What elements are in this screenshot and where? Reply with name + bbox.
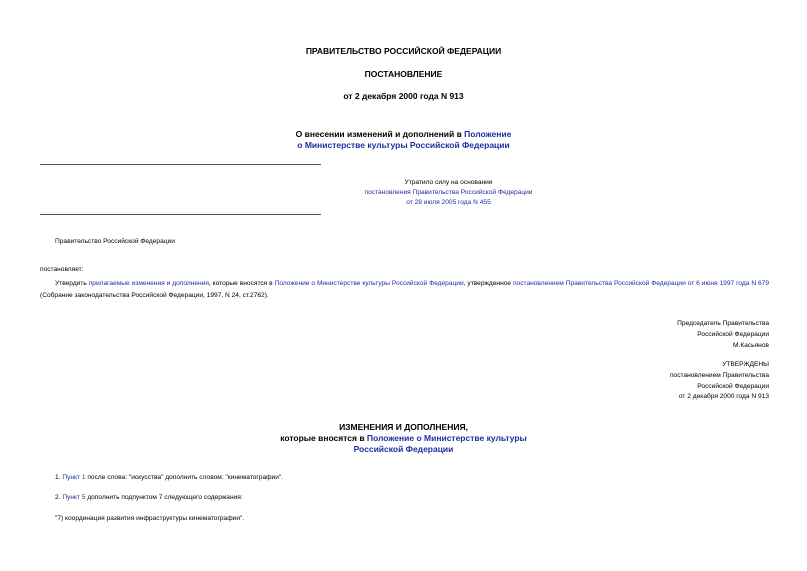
approved-block [670, 360, 769, 403]
status-link-date[interactable]: от 28 июля 2005 года N 455 [406, 199, 491, 206]
decides-text: постановляет: [40, 266, 84, 273]
changes-link-federation[interactable]: Российской Федерации [353, 444, 454, 454]
approved-line-4: от 2 декабря 2000 года N 913 [678, 393, 769, 401]
changes-title [0, 422, 807, 455]
p1-link-polozhenie[interactable]: Положение о Министерстве культуры Российской Федерации [274, 280, 464, 287]
status-line-1: Утратило силу на основании [404, 179, 493, 186]
changes-link-polozhenie[interactable]: Положение о Министерстве культуры [366, 433, 527, 443]
item-1-link[interactable]: Пункт 1 [62, 474, 86, 481]
approved-line-1: УТВЕРЖДЕНЫ [722, 361, 769, 368]
bottom-divider [40, 214, 321, 215]
item-3: "7) координация развития инфраструктуры кинематографии". [55, 515, 245, 522]
signature-block [677, 319, 769, 351]
changes-title-prefix: которые вносятся в [280, 433, 367, 443]
item-2-number: 2. [55, 494, 63, 501]
p1-text-c: , утвержденное [463, 280, 513, 287]
item-2 [55, 493, 243, 503]
item-2-link[interactable]: Пункт 5 [62, 494, 86, 501]
title-prefix: О внесении изменений и дополнений в [295, 129, 465, 139]
title-link-ministry[interactable]: о Министерстве культуры Российской Федерации [297, 140, 510, 150]
item-2-text: дополнить подпунктом 7 следующего содержания: [85, 494, 243, 501]
signature-line-2: Российской Федерации [697, 330, 769, 338]
p1-link-decree-679[interactable]: постановлением Правительства Российской Федерации от 6 июня 1997 года N 679 [512, 280, 769, 287]
main-paragraph [40, 278, 769, 301]
changes-title-line-1: ИЗМЕНЕНИЯ И ДОПОЛНЕНИЯ, [339, 422, 468, 432]
status-block [45, 178, 807, 208]
approved-line-2: постановлением Правительства [669, 371, 769, 379]
government-heading: ПРАВИТЕЛЬСТВО РОССИЙСКОЙ ФЕДЕРАЦИИ [305, 46, 502, 56]
signature-line-1: Председатель Правительства [677, 320, 769, 327]
item-1-number: 1. [55, 474, 63, 481]
p1-text-b: , которые вносятся в [208, 280, 275, 287]
status-link-decree[interactable]: постановления Правительства Российской Федерации [364, 189, 533, 196]
item-1 [55, 473, 283, 483]
approved-line-3: Российской Федерации [697, 382, 769, 390]
p1-text-a: Утвердить [55, 280, 89, 287]
p1-text-d: (Собрание законодательства Российской Федерации, 1997, N 24, ст.2762). [40, 291, 269, 299]
issuer-text: Правительство Российской Федерации [55, 238, 175, 245]
document-date: от 2 декабря 2000 года N 913 [343, 91, 464, 101]
top-divider [40, 164, 321, 165]
document-type: ПОСТАНОВЛЕНИЕ [364, 69, 443, 79]
document-title [0, 129, 807, 151]
p1-link-changes[interactable]: прилагаемые изменения и дополнения [88, 280, 209, 287]
changes-title-line-2 [0, 433, 807, 444]
title-link-polozhenie[interactable]: Положение [464, 129, 512, 139]
signature-name: М.Касьянов [733, 341, 769, 349]
item-1-text: после слова: "искусства" дополнить словом: "кинематографии". [85, 474, 284, 481]
